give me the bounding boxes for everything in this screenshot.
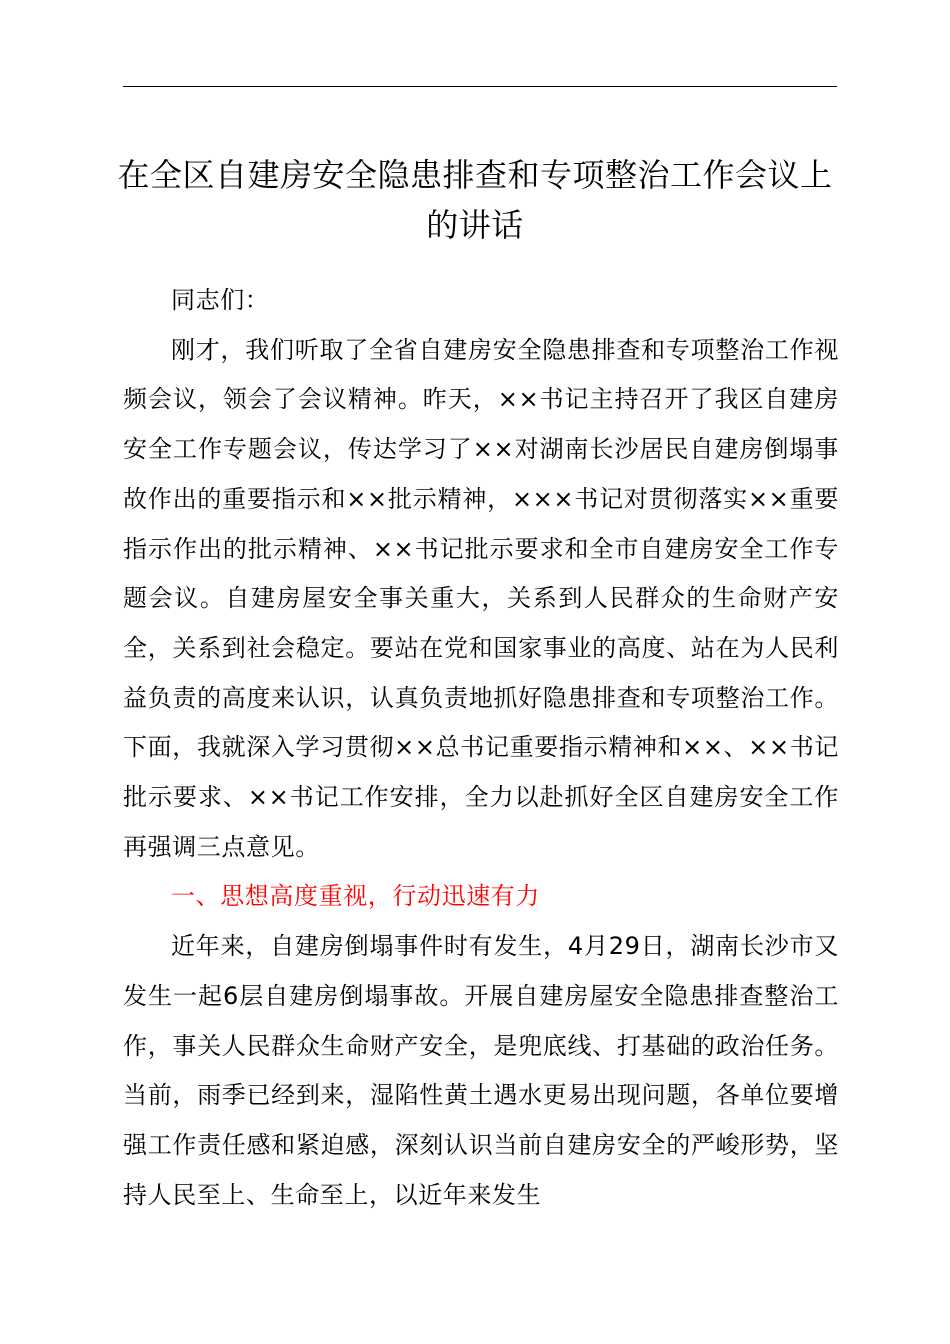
salutation: 同志们：	[171, 286, 270, 314]
section-heading: 一、思想高度重视，行动迅速有力	[171, 882, 540, 911]
header-rule	[123, 86, 837, 87]
document-body	[123, 276, 839, 1220]
document-title: 在全区自建房安全隐患排查和专项整治工作会议上的讲话	[117, 156, 833, 244]
opening-paragraph: 刚才，我们听取了全省自建房安全隐患排查和专项整治工作视频会议，领会了会议精神。昨天，××书记主持召开了我区自建房安全工作专题会议，传达学习了××对湖南长沙居民自建房倒塌事故作出的重要指示和××批示精神，×××书记对贯彻落实××重要指示作出的批示精神、××书记批示要求和全市自建房安全工作专题会议。自建房屋安全事关重大，关系到人民群众的生命财产安全，关系到社会稳定。要站在党和国家事业的高度、站在为人民利益负责的高度来认识，认真负责地抓好隐患排查和专项整治工作。下面，我就深入学习贯彻××总书记重要指示精神和××、××书记批示要求、××书记工作安排，全力以赴抓好全区自建房安全工作再强调三点意见。	[123, 335, 839, 861]
section-paragraph: 近年来，自建房倒塌事件时有发生，4月29日，湖南长沙市又发生一起6层自建房倒塌事故。开展自建房屋安全隐患排查整治工作，事关人民群众生命财产安全，是兜底线、打基础的政治任务。当前，雨季已经到来，湿陷性黄土遇水更易出现问题，各单位要增强工作责任感和紧迫感，深刻认识当前自建房安全的严峻形势，坚持人民至上、生命至上，以近年来发生	[123, 932, 839, 1209]
